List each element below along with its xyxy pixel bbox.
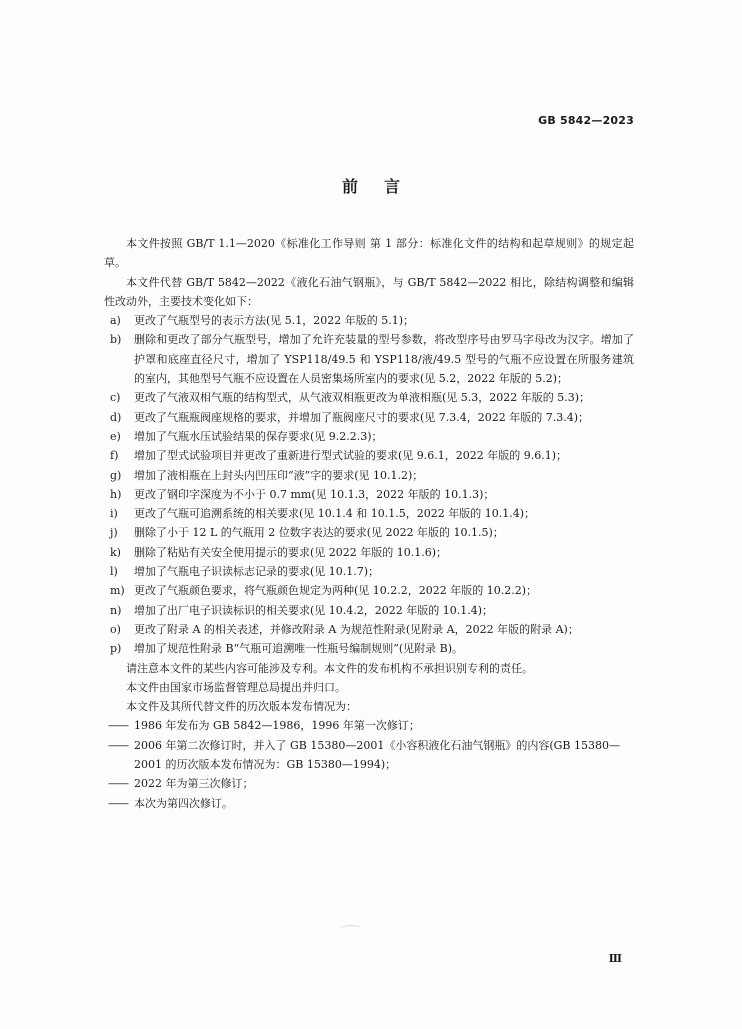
list-item-mark: g) <box>110 468 122 482</box>
list-item-text: 更改了气瓶瓶阀座规格的要求，并增加了瓶阀座尺寸的要求(见 7.3.4，2022 年版的 7.3.4)； <box>134 410 590 424</box>
list-item-mark: c) <box>110 391 121 405</box>
proposer-statement: 本文件由国家市场监督管理总局提出并归口。 <box>126 680 346 694</box>
technical-changes-list <box>104 311 634 658</box>
history-dash: —— <box>108 777 128 791</box>
list-item <box>104 562 634 581</box>
list-item-mark: b) <box>110 333 122 347</box>
history-item <box>104 736 634 775</box>
list-item <box>104 388 634 407</box>
list-item-mark: l) <box>110 565 118 579</box>
list-item-mark: i) <box>110 507 118 521</box>
history-item <box>104 716 634 735</box>
list-item-text: 更改了气液双相气瓶的结构型式，从气液双相瓶更改为单液相瓶(见 5.3，2022 年版的 5.3)； <box>134 391 591 405</box>
history-intro: 本文件及其所代替文件的历次版本发布情况为： <box>126 700 357 714</box>
list-item-text: 增加了型式试验项目并更改了重新进行型式试验的要求(见 9.6.1，2022 年版的 9.6.1)； <box>134 449 568 463</box>
version-history-list <box>104 716 634 812</box>
page-title: 前言 <box>341 177 426 196</box>
list-item <box>104 543 634 562</box>
history-text: 本次为第四次修订。 <box>134 796 233 810</box>
list-item <box>104 311 634 330</box>
list-item <box>104 639 634 658</box>
list-item <box>104 620 634 639</box>
list-item <box>104 504 634 523</box>
history-item <box>104 794 634 813</box>
list-item-mark: f) <box>110 449 119 463</box>
history-text: 2006 年第二次修订时，并入了 GB 15380—2001《小容积液化石油气钢瓶》的内容(GB 15380—2001 的历次版本发布情况为：GB 15380—1994)； <box>134 738 620 772</box>
list-item <box>104 427 634 446</box>
list-item-mark: p) <box>110 642 122 656</box>
page-number: Ⅲ <box>608 952 622 965</box>
list-item-text: 更改了附录 A 的相关表述，并修改附录 A 为规范性附录(见附录 A，2022 年版的附录 A)； <box>134 622 579 636</box>
list-item-mark: k) <box>110 545 121 559</box>
history-dash: —— <box>108 738 128 752</box>
list-item-mark: o) <box>110 622 121 636</box>
list-item-text: 删除和更改了部分气瓶型号，增加了允许充装量的型号参数，将改型序号由罗马字母改为汉字。增加了护罩和底座直径尺寸，增加了 YSP118/49.5 和 YSP118/液/49.5 型号的气瓶不应设置在所服务建筑的室内，其他型号气瓶不应设置在人员密集场所室内的要求(见 5.2，2022 年版的 5.2)； <box>134 333 634 386</box>
list-item-text: 增加了液相瓶在上封头内凹压印“液”字的要求(见 10.1.2)； <box>134 468 424 482</box>
replacement-paragraph: 本文件代替 GB/T 5842—2022《液化石油气钢瓶》，与 GB/T 5842—2022 相比，除结构调整和编辑性改动外，主要技术变化如下： <box>104 275 634 308</box>
list-item <box>104 523 634 542</box>
history-dash: —— <box>108 796 128 810</box>
list-item <box>104 330 634 388</box>
scan-mark <box>340 925 362 934</box>
list-item-text: 更改了钢印字深度为不小于 0.7 mm(见 10.1.3，2022 年版的 10.1.3)； <box>134 487 495 501</box>
list-item <box>104 601 634 620</box>
list-item <box>104 446 634 465</box>
list-item-mark: m) <box>110 584 125 598</box>
list-item-mark: d) <box>110 410 122 424</box>
history-dash: —— <box>108 719 128 733</box>
list-item-mark: e) <box>110 429 121 443</box>
list-item-text: 更改了气瓶可追溯系统的相关要求(见 10.1.4 和 10.1.5，2022 年版的 10.1.4)； <box>134 507 536 521</box>
list-item <box>104 581 634 600</box>
list-item-mark: a) <box>110 314 121 328</box>
list-item-text: 更改了气瓶颜色要求，将气瓶颜色规定为两种(见 10.2.2，2022 年版的 10.2.2)； <box>134 584 538 598</box>
list-item-mark: n) <box>110 603 122 617</box>
list-item <box>104 485 634 504</box>
list-item-text: 删除了粘贴有关安全使用提示的要求(见 2022 年版的 10.1.6)； <box>134 545 448 559</box>
history-text: 1986 年发布为 GB 5842—1986，1996 年第一次修订； <box>134 719 420 733</box>
list-item <box>104 466 634 485</box>
list-item-text: 删除了小于 12 L 的气瓶用 2 位数字表达的要求(见 2022 年版的 10.1.5)； <box>134 526 504 540</box>
list-item-text: 更改了气瓶型号的表示方法(见 5.1，2022 年版的 5.1)； <box>134 314 415 328</box>
list-item-mark: j) <box>110 526 118 540</box>
standard-code: GB 5842—2023 <box>538 114 634 127</box>
list-item-text: 增加了气瓶电子识读标志记录的要求(见 10.1.7)； <box>134 565 380 579</box>
list-item <box>104 408 634 427</box>
history-text: 2022 年为第三次修订； <box>134 777 254 791</box>
history-item <box>104 774 634 793</box>
foreword-body <box>104 234 634 813</box>
patent-notice: 请注意本文件的某些内容可能涉及专利。本文件的发布机构不承担识别专利的责任。 <box>126 661 533 675</box>
list-item-text: 增加了出厂电子识读标识的相关要求(见 10.4.2，2022 年版的 10.1.4)； <box>134 603 494 617</box>
list-item-text: 增加了气瓶水压试验结果的保存要求(见 9.2.2.3)； <box>134 429 383 443</box>
drafting-rule-paragraph: 本文件按照 GB/T 1.1—2020《标准化工作导则 第 1 部分：标准化文件的结构和起草规则》的规定起草。 <box>104 237 634 270</box>
list-item-text: 增加了规范性附录 B“气瓶可追溯唯一性瓶号编制规则”(见附录 B)。 <box>134 642 463 656</box>
list-item-mark: h) <box>110 487 122 501</box>
